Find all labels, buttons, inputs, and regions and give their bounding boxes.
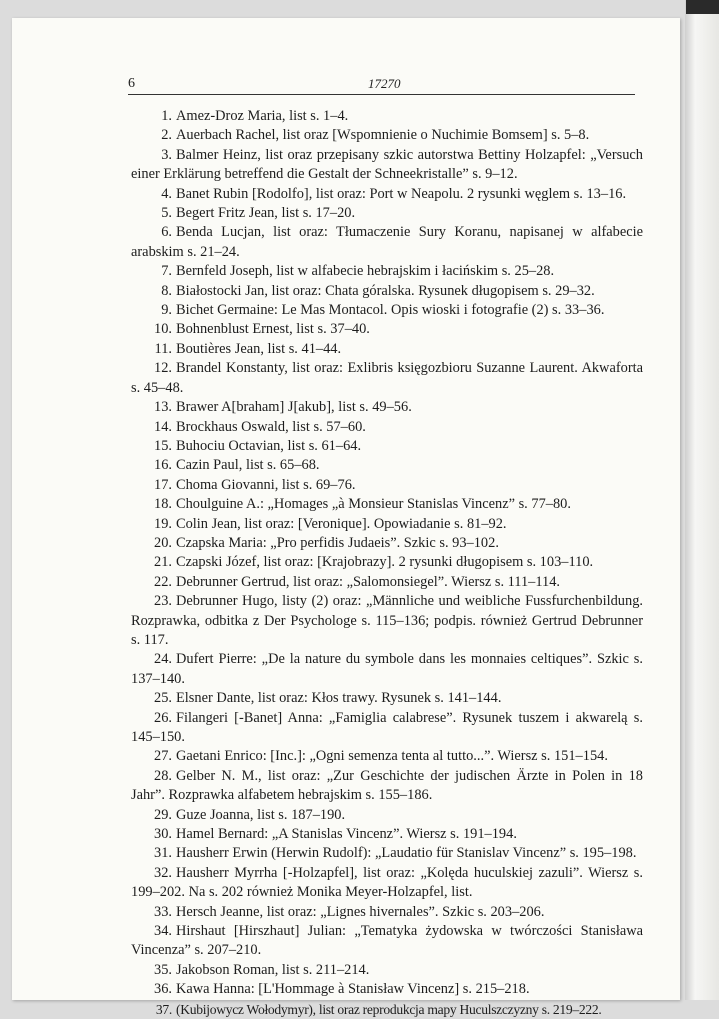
list-item [131,709,643,748]
entry-number: 33. [154,903,172,920]
entry-text: Kawa Hanna: [L'Hommage à Stanisław Vincenz] s. 215–218. [176,981,530,998]
entry-number: 23. [154,593,172,610]
entry-number: 30. [154,826,172,843]
entry-number: 35. [154,961,172,978]
entry-text: Auerbach Rachel, list oraz [Wspomnienie o Nuchimie Bomsem] s. 5–8. [176,127,590,144]
list-item [131,320,643,339]
list-item [131,689,643,708]
entry-number: 37. [155,1001,172,1017]
entry-number: 10. [154,321,172,338]
list-item [131,573,643,592]
entry-text: Debrunner Hugo, listy (2) oraz: „Männliche und weibliche Fussfurchenbildung. Rozprawka, odbitka z Der Psychologe s. 115–136; podpis. również Gertrud Debrunner s. 117. [131,593,643,648]
entry-text: Gaetani Enrico: [Inc.]: „Ogni semenza tenta al tutto...”. Wiersz s. 151–154. [176,748,608,765]
entry-number: 12. [154,360,172,377]
list-item [131,844,643,863]
entry-text: Bichet Germaine: Le Mas Montacol. Opis wioski i fotografie (2) s. 33–36. [176,302,605,319]
list-item [131,359,643,398]
list-item [131,922,643,961]
entry-number: 24. [154,651,172,668]
list-item [131,146,643,185]
entry-text: Bohnenblust Ernest, list s. 37–40. [176,321,370,338]
list-item [131,534,643,553]
entry-text: Cazin Paul, list s. 65–68. [176,457,320,474]
list-item [131,864,643,903]
list-item [131,592,643,650]
entry-number: 31. [154,845,172,862]
entry-number: 36. [154,981,172,998]
signature-number: 17270 [368,76,401,91]
entry-number: 5. [161,205,172,222]
entry-number: 4. [161,185,172,202]
list-item [131,495,643,514]
list-item [131,185,643,204]
list-item [131,262,643,281]
list-item [131,515,643,534]
list-item [131,980,643,999]
entry-number: 29. [154,806,172,823]
entry-number: 15. [154,437,172,454]
list-item [131,825,643,844]
running-header [128,74,635,95]
entry-text: Balmer Heinz, list oraz przepisany szkic autorstwa Bettiny Holzapfel: „Versuch einer Erklärung betreffend die Gestalt der Schneekristalle” s. 9–12. [131,146,643,183]
list-item [131,650,643,689]
entry-list [131,107,643,1019]
entry-text: Brawer A[braham] J[akub], list s. 49–56. [176,399,412,416]
entry-text: Amez-Droz Maria, list s. 1–4. [176,108,349,124]
entry-text: Hamel Bernard: „A Stanislas Vincenz”. Wiersz s. 191–194. [176,826,517,843]
entry-text: Begert Fritz Jean, list s. 17–20. [176,205,356,222]
entry-number: 25. [154,690,172,707]
list-item [131,903,643,922]
list-item [131,553,643,572]
entry-text: Guze Joanna, list s. 187–190. [176,806,346,823]
entry-number: 17. [154,476,172,493]
entry-number: 6. [161,224,172,241]
list-item [131,456,643,475]
list-item [131,806,643,825]
entry-text: Jakobson Roman, list s. 211–214. [176,961,370,978]
page-number: 6 [128,76,135,91]
entry-text: Hausherr Erwin (Herwin Rudolf): „Laudatio für Stanislav Vincenz” s. 195–198. [176,845,637,862]
list-item [131,398,643,417]
entry-text: Debrunner Gertrud, list oraz: „Salomonsiegel”. Wiersz s. 111–114. [176,573,560,590]
entry-text: Colin Jean, list oraz: [Veronique]. Opowiadanie s. 81–92. [176,515,507,532]
entry-number: 3. [161,146,172,163]
entry-number: 14. [154,418,172,435]
entry-number: 11. [154,340,172,357]
entry-number: 18. [154,496,172,513]
list-item [131,107,643,126]
list-item [131,747,643,766]
list-item [131,282,643,301]
entry-number: 26. [154,709,172,726]
entry-text: Benda Lucjan, list oraz: Tłumaczenie Sury Koranu, napisanej w alfabecie arabskim s. 21–24. [131,224,643,260]
entry-text: Hersch Jeanne, list oraz: „Lignes hivernales”. Szkic s. 203–206. [176,903,545,920]
list-item [131,961,643,980]
entry-number: 8. [161,282,172,299]
entry-text: Czapski Józef, list oraz: [Krajobrazy]. 2 rysunki długopisem s. 103–110. [176,554,594,571]
entry-text: Gelber N. M., list oraz: „Zur Geschichte der judischen Ärzte in Polen in 18 Jahr”. Rozprawka alfabetem hebrajskim s. 155–186. [131,767,643,804]
entry-text: Bernfeld Joseph, list w alfabecie hebrajskim i łacińskim s. 25–28. [176,263,555,280]
entry-number: 13. [154,399,172,416]
entry-number: 28. [154,767,172,784]
list-item [131,301,643,320]
entry-number: 32. [154,864,172,881]
entry-text: Brockhaus Oswald, list s. 57–60. [176,418,366,435]
entry-number: 20. [154,534,172,551]
entry-number: 19. [154,515,172,532]
entry-number: 1. [161,108,172,124]
entry-text: Elsner Dante, list oraz: Kłos trawy. Rysunek s. 141–144. [176,690,502,707]
entry-number: 9. [161,302,172,319]
list-item [131,126,643,145]
entry-text: Czapska Maria: „Pro perfidis Judaeis”. Szkic s. 93–102. [176,534,499,551]
entry-text: Filangeri [-Banet] Anna: „Famiglia calabrese”. Rysunek tuszem i akwarelą s. 145–150. [131,709,643,745]
entry-text: Choulguine A.: „Homages „à Monsieur Stanislas Vincenz” s. 77–80. [176,496,571,513]
list-item [131,223,643,262]
entry-text: Brandel Konstanty, list oraz: Exlibris księgozbioru Suzanne Laurent. Akwaforta s. 45–48. [131,360,643,396]
entry-text: Dufert Pierre: „De la nature du symbole dans les monnaies celtiques”. Szkic s. 137–140. [131,651,643,687]
list-item [131,1000,643,1019]
entry-number: 34. [154,923,172,940]
entry-number: 2. [161,127,172,144]
page-edge [685,0,719,1000]
list-item [131,476,643,495]
entry-text: (Kubijowycz Wołodymyr), list oraz reprodukcja mapy Huculszczyzny s. 219–222. [176,1001,602,1017]
list-item [131,437,643,456]
list-item [131,204,643,223]
entry-number: 21. [154,554,172,571]
entry-text: Banet Rubin [Rodolfo], list oraz: Port w Neapolu. 2 rysunki węglem s. 13–16. [176,185,627,202]
entry-text: Choma Giovanni, list s. 69–76. [176,476,356,493]
entry-number: 22. [154,573,172,590]
entry-number: 7. [161,263,172,280]
entry-text: Boutières Jean, list s. 41–44. [176,340,342,357]
list-item [131,418,643,437]
entry-text: Białostocki Jan, list oraz: Chata góralska. Rysunek długopisem s. 29–32. [176,282,595,299]
entry-text: Hirshaut [Hirszhaut] Julian: „Tematyka żydowska w twórczości Stanisława Vincenza” s. 207–210. [131,923,643,959]
binding-shadow [686,0,719,14]
list-item [131,767,643,806]
list-item [131,340,643,359]
entry-text: Buhociu Octavian, list s. 61–64. [176,437,362,454]
entry-number: 16. [154,457,172,474]
entry-text: Hausherr Myrrha [-Holzapfel], list oraz: „Kolęda huculskiej zazuli”. Wiersz s. 199–202. Na s. 202 również Monika Meyer-Holzapfel, list. [131,864,643,901]
entry-number: 27. [154,748,172,765]
